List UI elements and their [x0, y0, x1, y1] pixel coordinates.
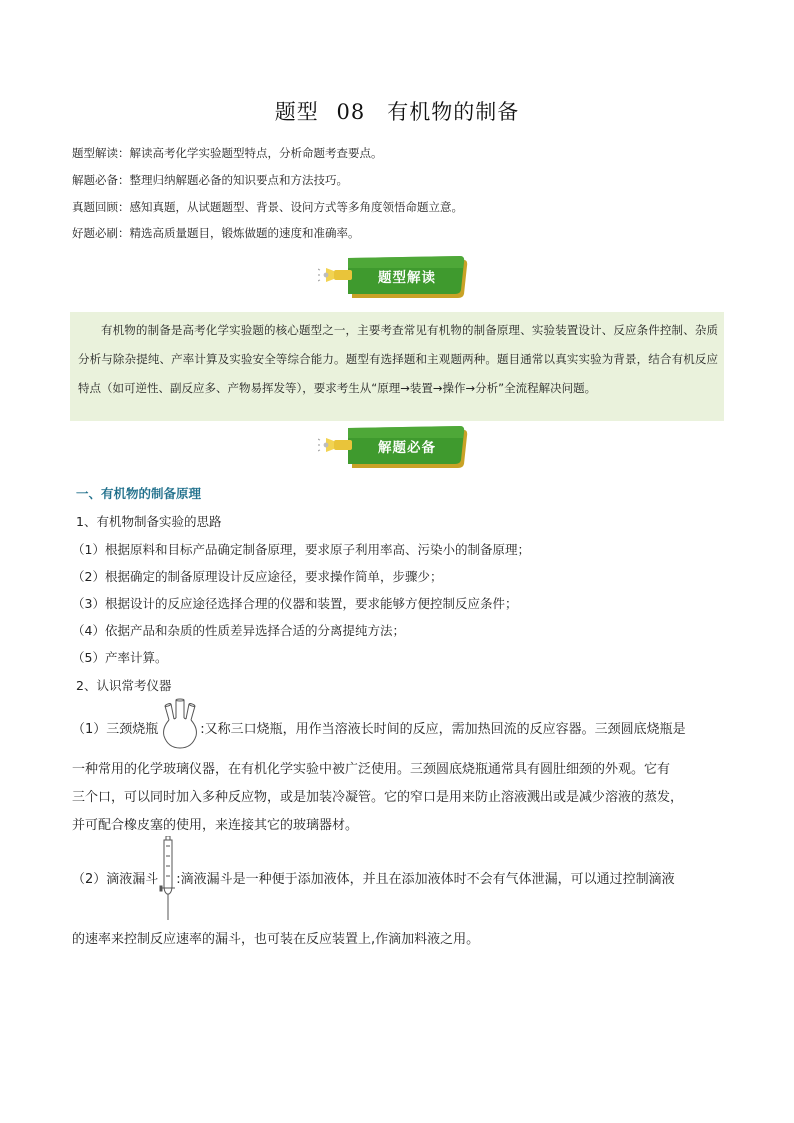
flask-label: （1）三颈烧瓶	[72, 722, 159, 737]
summary-text: 有机物的制备是高考化学实验题的核心题型之一，主要考查常见有机物的制备原理、实验装置设计、反应条件控制、杂质分析与除杂提纯、产率计算及实验安全等综合能力。题型有选择题和主观题两种。题目通常以真实实验为背景，结合有机反应特点（如可逆性、副反应多、产物易挥发等），要求考生从“原理→装置→操作→分析”全流程解决问题。	[78, 323, 718, 395]
funnel-description: :滴液漏斗是一种便于添加液体，并且在添加液体时不会有气体泄漏，可以通过控制滴液	[176, 872, 675, 887]
step-item: （1）根据原料和目标产品确定制备原理，要求原子利用率高、污染小的制备原理；	[72, 542, 530, 557]
step-item: （5）产率计算。	[72, 650, 168, 665]
step-item: （3）根据设计的反应途径选择合理的仪器和装置，要求能够方便控制反应条件；	[72, 596, 518, 611]
intro-line: 好题必刷：精选高质量题目，锻炼做题的速度和准确率。	[72, 226, 360, 241]
flask-line: 并可配合橡皮塞的使用，来连接其它的玻璃器材。	[72, 818, 359, 833]
subsection-heading: 2、认识常考仪器	[76, 678, 172, 693]
page-title: 题型 08 有机物的制备	[274, 100, 520, 124]
summary-box	[70, 312, 724, 421]
intro-line: 解题必备：整理归纳解题必备的知识要点和方法技巧。	[72, 172, 348, 187]
step-item: （4）依据产品和杂质的性质差异选择合适的分离提纯方法；	[72, 623, 405, 638]
intro-list	[72, 144, 732, 251]
section-heading: 一、有机物的制备原理	[76, 486, 202, 501]
three-neck-flask-icon	[160, 698, 200, 750]
banner-label: 题型解读	[378, 270, 436, 286]
funnel-label: （2）滴液漏斗	[72, 872, 159, 887]
flask-description: :又称三口烧瓶，用作当溶液长时间的反应，需加热回流的反应容器。三颈圆底烧瓶是	[200, 722, 686, 737]
intro-line: 真题回顾：感知真题，从试题题型、背景、设问方式等多角度领悟命题立意。	[72, 199, 463, 214]
funnel-line: 的速率来控制反应速率的漏斗，也可装在反应装置上,作滴加料液之用。	[72, 932, 480, 947]
flask-line: 三个口，可以同时加入多种反应物，或是加装冷凝管。它的窄口是用来防止溶液溅出或是减少溶液的蒸发，	[72, 790, 684, 805]
subsection-heading: 1、有机物制备实验的思路	[76, 514, 222, 529]
banner-question-type	[318, 254, 468, 302]
flask-line: 一种常用的化学玻璃仪器，在有机化学实验中被广泛使用。三颈圆底烧瓶通常具有圆肚细颈的外观。它有	[72, 762, 671, 777]
dropping-funnel-icon	[159, 836, 177, 920]
step-item: （2）根据确定的制备原理设计反应途径，要求操作简单，步骤少；	[72, 569, 443, 584]
banner-label: 解题必备	[378, 440, 436, 456]
intro-line: 题型解读：解读高考化学实验题型特点，分析命题考查要点。	[72, 146, 383, 160]
banner-solving-essentials	[318, 424, 468, 472]
